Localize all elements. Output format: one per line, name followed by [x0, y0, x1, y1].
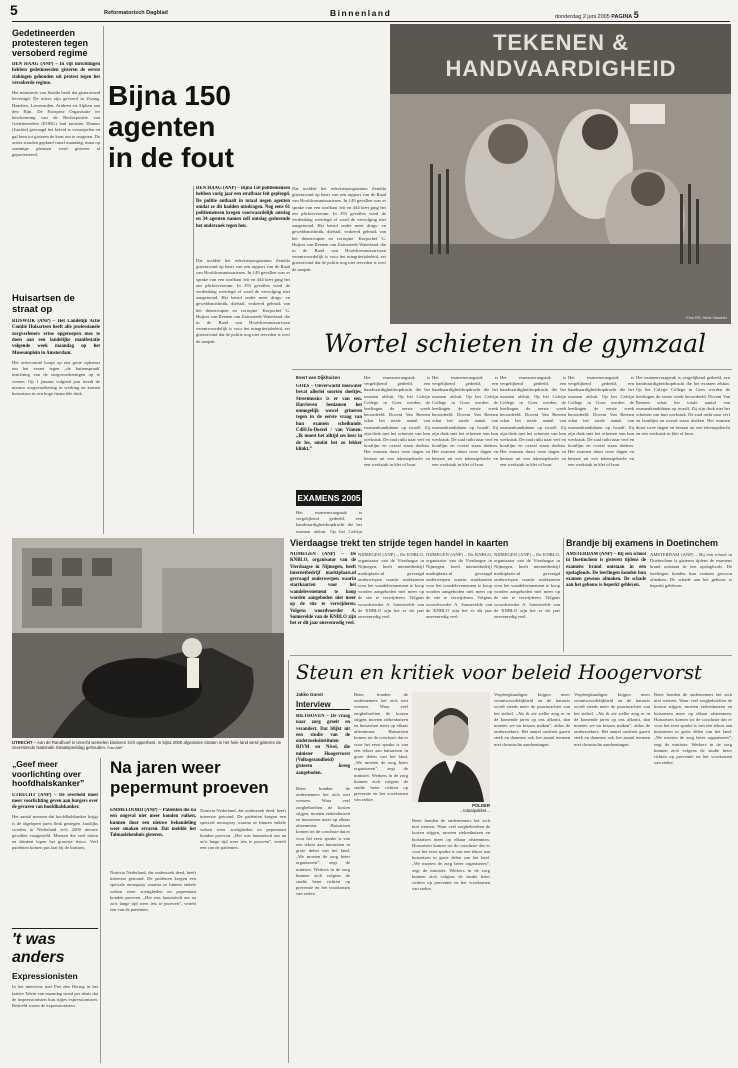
page-number-left: 5: [10, 2, 18, 18]
kanker-lead: UTRECHT (ANP) – De overheid moet meer voorlichting geven aan burgers over de gevaren van hoofdhalskanker.: [12, 792, 98, 811]
portrait-caption: [412, 803, 490, 814]
exam-label: EXAMENS 2005: [296, 490, 362, 506]
was-anders-label: 't was anders: [12, 928, 98, 967]
pepermunt-body-1: Nutricia Nederland, dat onderzoek deed, heeft interesse getoond. De patiënten kregen een speciale neusspray waarna ze binnen enkele weken weer zoetigheden en pepermunt konden proeven. „Het was fantastisch om na zo'n lange tijd weer iets te proeven”, vertelt een van de patiënten.: [110, 870, 196, 913]
portrait-illustration: [412, 692, 490, 802]
hoogervorst-lead: BILTHOVEN – De vraag naar zorg groeit en verandert. Dat blijkt uit een studie van de onderzoeksinstituten RIVM en Nivel, die minister Hoogervorst (Volksgezondheid) gisteren kreeg aangeboden.: [296, 714, 350, 776]
feature-body-2: Het examenvraagstuk is vergelijkend gedeeld, een handvaardigheidsopdracht die het examen afsluit. Op het Calvijn College in Goes worden de leerlingen de eerste week beoordeeld. Docent Van Reenen schat het totale aantal van examenkandidaten op twaalf. Zij zijn druk met het schetsen van hun werkstuk. De zaal ruikt naar verf en houtlijm en overal staan doeken. Het examen duurt twee dagen en bestaat uit een tekenopdracht en een werkstuk in klei of hout.: [364, 375, 430, 467]
main-lead: DEN HAAG (ANP) – Bijna 150 politiemensen hebben vorig jaar een strafbaar feit gepleegd. De politie onthaalt in totaal negen agenten omdat ze dit hadden misdragen. Nog eens 61 politiemensen kregen voorwaardelijk ontslag en 34 agenten namen zelf ontslag gedurende het onderzoek tegen hen.: [196, 186, 290, 229]
sidebar-title-1: Gedetineerden protesteren tegen versoberd regime: [12, 28, 89, 58]
vierdaagse-body-3: NIJMEGEN (ANP) – De KNBLO, organisator van de Vierdaagse in Nijmegen, heeft internetbedrijf marktplaats.nl gevraagd onderwerpen waarin startkaarten voor het wandelevenement te koop worden aangeboden niet meer op de site te verwijderen. Volgens woordvoerder A. Sonnevelde van de KNBLO zijn het er dit jaar onevenredig veel.: [494, 552, 560, 620]
caption-credit: Foto ANP: [107, 746, 123, 751]
caption-text: – Aan de Randhoef in Utrecht wemelen kinderen zich opperbest. In bijna 2000 afgesloten straten in het hele land werd gisteren de zeventiende Nationale Straatspeeldag gehouden.: [12, 740, 281, 751]
header-rule: [12, 21, 730, 22]
strip-bottom-rule: [290, 655, 732, 656]
street-play-illustration: [12, 538, 284, 738]
main-body-col1: Dat meldde het televisieprogramma Zembla gisteravond op basis van een rapport van de Raad van Hoofdcommissarissen. In 149 gevallen was er sprake van een strafbaar feit en 444 keer ging het om plichtsverzuim. In 353 gevallen werd de verdenking weerlegd of werd de vervolging niet aangetoond. Het betrof onder meer drugs- en geweldsmisbruik, diefstal, verkeerd gebruik van het dienstwapen en corruptie. Korpschef G. Huijser van Reenen van Zaanstreek-Waterland, die in de Raad van Hoofdcommissarissen verantwoordelijk is voor het integriteitsbeleid, zei gisteravond dat de politie nog niet tevreden is over de aanpak.: [196, 258, 290, 344]
sidebar-lead-1: DEN HAAG (ANP) – In vijf inrichtingen hebben gedetineerden gisteren de eerste stakingen gehouden uit protest tegen het versoberde regime.: [12, 62, 100, 86]
hoogervorst-body-4: Verpleegkundigen krijgen meer verantwoordelijkheid en de huisarts wordt steeds meer de poortwachter van het stelsel. „Als ik zie welke zorg er in de komende jaren op ons afkomt, dan moeten we nu keuzes maken”, aldus de onderzoekers. Het aantal ouderen groeit sterk en daarmee ook het aantal mensen met chronische aandoeningen.: [494, 692, 570, 747]
pepermunt-body-2: Nutricia Nederland, dat onderzoek deed, heeft interesse getoond. De patiënten kregen een speciale neusspray waarna ze binnen enkele weken weer zoetigheden en pepermunt konden proeven. „Het was fantastisch om na zo'n lange tijd weer iets te proeven”, vertelt een van de patiënten.: [200, 808, 286, 851]
feature-body-5: Het examenvraagstuk is vergelijkend gedeeld, een handvaardigheidsopdracht die het examen afsluit. Op het Calvijn College in Goes worden de leerlingen de eerste week beoordeeld. Docent Van Reenen schat het totale aantal van examenkandidaten op twaalf. Zij zijn druk met het schetsen van hun werkstuk. De zaal ruikt naar verf en houtlijm en overal staan doeken. Het examen duurt twee dagen en bestaat uit een tekenopdracht en een werkstuk in klei of hout.: [568, 375, 634, 467]
portrait-quote: ...totaalpakket...: [459, 808, 490, 814]
main-headline: Bijna 150 agenten in de fout: [108, 80, 234, 173]
page-number-right: 5: [633, 10, 639, 20]
lower-left-divider: [100, 758, 101, 1063]
portrait-name: POLDER: [472, 803, 490, 808]
kanker-body: Het aantal mensen dat hoofdhalskanker krijgt is de afgelopen jaren flink gestegen. Jaarlijks worden in Nederland zo'n 2500 nieuwe gevallen vastgesteld. Mensen die veel roken en drinken lopen het grootste risico. Veel patiënten komen pas laat bij de huisarts.: [12, 814, 98, 851]
street-play-photo: [12, 538, 284, 738]
sidebar-body-2: Het actiecomité hoopt op een grote opkomst om het verzet tegen „de buitenspraak' inrichting van de zorgverzekeringen op te voeren. Op 1 januari volgend jaar treedt de nieuwe zorgverzekering in werking en komen huisartsen in een hoge financiële druk.: [12, 359, 100, 396]
hoogervorst-body-1: Beter bonden de ondernemers het zich niet wensen. Waar veel zorgbehoeften de kosten stijgen, moeten ziekenhuizen en huisartsen meer op elkaar afstemmen. Huisartsen komen tot de conclusie dat er voor het eerst sprake is van een tekort aan huisartsen in grote delen van het land. „We moeten de zorg beter organiseren”, zegt de minister. Werkers in de zorg kunnen zich volgens de studie beter richten op preventie en het voorkomen van ziekte.: [296, 786, 350, 897]
photo-credit: Foto RD, Henk Visscher: [686, 315, 727, 320]
brandje-body: AMSTERDAM (ANP) – Bij een school in Doetinchem is gisteren tijdens de examens brand ontstaan in een opslagloods. De leerlingen konden hun examen gewoon afmaken. De schade aan het gebouw is beperkt gebleven.: [650, 552, 732, 589]
feature-body-1: Het examenvraagstuk is vergelijkend gedeeld, een handvaardigheidsopdracht die het examen afsluit. Op het Calvijn: [296, 510, 362, 534]
art-class-photo: [390, 24, 731, 324]
interview-label: Interview: [296, 700, 350, 710]
polder-portrait: [412, 692, 490, 802]
pepermunt-headline: Na jaren weer pepermunt proeven: [110, 758, 269, 797]
date: donderdag 2 juni 2005: [555, 14, 610, 20]
main-body-col2: Dat meldde het televisieprogramma Zembla gisteravond op basis van een rapport van de Raad van Hoofdcommissarissen. In 149 gevallen was er sprake van een strafbaar feit en 444 keer ging het om plichtsverzuim. In 353 gevallen werd de verdenking weerlegd of werd de vervolging niet aangetoond. Het betrof onder meer drugs- en geweldsmisbruik, diefstal, verkeerd gebruik van het dienstwapen en corruptie. Korpschef G. Huijser van Reenen van Zaanstreek-Waterland, die in de Raad van Hoofdcommissarissen verantwoordelijk is voor het integriteitsbeleid, zei gisteravond dat de politie nog niet tevreden is over de aanpak.: [292, 186, 386, 272]
lower-left-column: [12, 760, 98, 1065]
pepermunt-divider: [288, 660, 289, 1063]
sidebar-title-2: Huisartsen de straat op: [12, 293, 75, 315]
feature-headline-rule: [292, 369, 732, 370]
hoogervorst-byline: Jakko Gunst: [296, 692, 324, 697]
strip-divider: [563, 538, 564, 652]
feature-body-6: Het examenvraagstuk is vergelijkend gedeeld, een handvaardigheidsopdracht die het examen afsluit. Op het Calvijn College in Goes worden de leerlingen de eerste week beoordeeld. Docent Van Reenen schat het totale aantal van examenkandidaten op twaalf. Zij zijn druk met het schetsen van hun werkstuk. De zaal ruikt naar verf en houtlijm en overal staan doeken. Het examen duurt twee dagen en bestaat uit een tekenopdracht en een werkstuk in klei of hout.: [636, 375, 730, 436]
feature-body-3: Het examenvraagstuk is vergelijkend gedeeld, een handvaardigheidsopdracht die het examen afsluit. Op het Calvijn College in Goes worden de leerlingen de eerste week beoordeeld. Docent Van Reenen schat het totale aantal van examenkandidaten op twaalf. Zij zijn druk met het schetsen van hun werkstuk. De zaal ruikt naar verf en houtlijm en overal staan doeken. Het examen duurt twee dagen en bestaat uit een tekenopdracht en een werkstuk in klei of hout.: [432, 375, 498, 467]
hoogervorst-body-3: Beter bonden de ondernemers het zich niet wensen. Waar veel zorgbehoeften de kosten stijgen, moeten ziekenhuizen en huisartsen meer op elkaar afstemmen. Huisartsen komen tot de conclusie dat er voor het eerst sprake is van een tekort aan huisartsen in grote delen van het land. „We moeten de zorg beter organiseren”, zegt de minister. Werkers in de zorg kunnen zich volgens de studie beter richten op preventie en het voorkomen van ziekte.: [412, 818, 490, 892]
brandje-lead: AMSTERDAM (ANP) – Bij een school in Doetinchem is gisteren tijdens de examens brand ontstaan in een opslagloods. De leerlingen konden hun examen gewoon afmaken. De schade aan het gebouw is beperkt gebleven.: [566, 552, 646, 589]
vierdaagse-lead: NIJMEGEN (ANP) – De KNBLO, organisator van de Vierdaagse in Nijmegen, heeft internetbedrijf marktplaats.nl gevraagd onderwerpen waarin startkaarten voor het wandelevenement te koop worden aangeboden niet meer op de site te verwijderen. Volgens woordvoerder A. Sonnevelde van de KNBLO zijn het er dit jaar onevenredig veel.: [290, 552, 356, 627]
sidebar-lead-2: RIJSWIJK (ANP) – Het Landelijk Actie Comité Huisartsen heeft alle professionele zorgverleners ertoe opgeroepen mee te doen aan een landelijke manifestatie volgende week maandag op het Museumplein in Amsterdam.: [12, 319, 100, 356]
caption-tag: UTRECHT: [12, 740, 33, 745]
hoogervorst-body-6: Beter bonden de ondernemers het zich niet wensen. Waar veel zorgbehoeften de kosten stijgen, moeten ziekenhuizen en huisartsen meer op elkaar afstemmen. Huisartsen komen tot de conclusie dat er voor het eerst sprake is van een tekort aan huisartsen in grote delen van het land. „We moeten de zorg beter organiseren”, zegt de minister. Werkers in de zorg kunnen zich volgens de studie beter richten op preventie en het voorkomen van ziekte.: [654, 692, 732, 766]
sidebar-divider: [103, 26, 104, 534]
pepermunt-lead: EMMELOORD (ANP) – Patiënten die na een ongeval niet meer konden ruiken, kunnen door een nieuwe behandeling weer smaken ervaren. Dat meldde het Talmaziekenhuis gisteren.: [110, 808, 196, 839]
photo-left-caption: [12, 740, 284, 752]
feature-banner: TEKENEN & HANDVAARDIGHEID: [445, 30, 677, 81]
section-name: Binnenland: [330, 8, 392, 18]
vierdaagse-body-1: NIJMEGEN (ANP) – De KNBLO, organisator van de Vierdaagse in Nijmegen, heeft internetbedrijf marktplaats.nl gevraagd onderwerpen waarin startkaarten voor het wandelevenement te koop worden aangeboden niet meer op de site te verwijderen. Volgens woordvoerder A. Sonnevelde van de KNBLO zijn het er dit jaar onevenredig veel.: [358, 552, 424, 620]
expressionisten-title: Expressionisten: [12, 971, 78, 982]
sidebar-column: [12, 24, 100, 534]
kanker-title: „Geef meer voorlichting over hoofdhalskanker”: [12, 760, 85, 788]
feature-headline: Wortel schieten in de gymzaal: [324, 329, 706, 358]
feature-body-4: Het examenvraagstuk is vergelijkend gedeeld, een handvaardigheidsopdracht die het examen afsluit. Op het Calvijn College in Goes worden de leerlingen de eerste week beoordeeld. Docent Van Reenen schat het totale aantal van examenkandidaten op twaalf. Zij zijn druk met het schetsen van hun werkstuk. De zaal ruikt naar verf en houtlijm en overal staan doeken. Het examen duurt twee dagen en bestaat uit een tekenopdracht en een werkstuk in klei of hout.: [500, 375, 566, 467]
vierdaagse-headline: Vierdaagse trekt ten strijde tegen handel in kaarten: [290, 538, 509, 548]
expressionisten-body: In het interview met Piet den Hertog in het laatste Talent van maandag stond per abuis dat de impressionisten hun rijtjes expressionisten. Bedoeld waren de expressionisten.: [12, 984, 98, 1008]
sidebar-body-1: Het ministerie van Justitie heeft dat gisteravond bevestigd. De acties zijn gevoerd in Zwaag, Haarlem, Leeuwarden, Arnhem en Alphen aan den Rijn. De Europese Organisatie ter bescherming van de Rechtspositie van Gedetineerden (EORG) had minister Donner (Justitie) gevraagd het beleid te versoepelen en gaf hem tot gisteren de kans om te reageren. De acties stonden gepland vanaf maandag, maar op sommige plaatsen werd gisteren al geprotesteerd.: [12, 90, 100, 158]
feature-byline: Evert van Dijkhuizen: [296, 375, 341, 380]
issue-date: [555, 10, 639, 20]
page-label: PAGINA: [611, 14, 633, 20]
hoogervorst-body-2: Beter bonden de ondernemers het zich niet wensen. Waar veel zorgbehoeften de kosten stijgen, moeten ziekenhuizen en huisartsen meer op elkaar afstemmen. Huisartsen komen tot de conclusie dat er voor het eerst sprake is van een tekort aan huisartsen in grote delen van het land. „We moeten de zorg beter organiseren”, zegt de minister. Werkers in de zorg kunnen zich volgens de studie beter richten op preventie en het voorkomen van ziekte.: [354, 692, 408, 803]
brandje-headline: Brandje bij examens in Doetinchem: [566, 538, 719, 548]
vierdaagse-body-2: NIJMEGEN (ANP) – De KNBLO, organisator van de Vierdaagse in Nijmegen, heeft internetbedrijf marktplaats.nl gevraagd onderwerpen waarin startkaarten voor het wandelevenement te koop worden aangeboden niet meer op de site te verwijderen. Volgens woordvoerder A. Sonnevelde van de KNBLO zijn het er dit jaar onevenredig veel.: [426, 552, 492, 620]
hoogervorst-headline: Steun en kritiek voor beleid Hoogervorst: [296, 661, 702, 684]
feature-lead: GOES – Onverwacht meewater bevat allerlei soorten doeltjes. Streetmusics is er van een. Harrieven beniamen het onmogelijk wowel grineren tegen in de eerste vraag van hun examen scheikunde. CdH/Jo-Doezel / van Vianen: „Ik moest het alltijd zes keer in de les, omdat het zo lekker klinkt.”: [296, 384, 362, 452]
main-divider: [193, 186, 194, 534]
hoogervorst-body-5: Verpleegkundigen krijgen meer verantwoordelijkheid en de huisarts wordt steeds meer de poortwachter van het stelsel. „Als ik zie welke zorg er in de komende jaren op ons afkomt, dan moeten we nu keuzes maken”, aldus de onderzoekers. Het aantal ouderen groeit sterk en daarmee ook het aantal mensen met chronische aandoeningen.: [574, 692, 650, 747]
paper-name: Reformatorisch Dagblad: [104, 10, 168, 16]
